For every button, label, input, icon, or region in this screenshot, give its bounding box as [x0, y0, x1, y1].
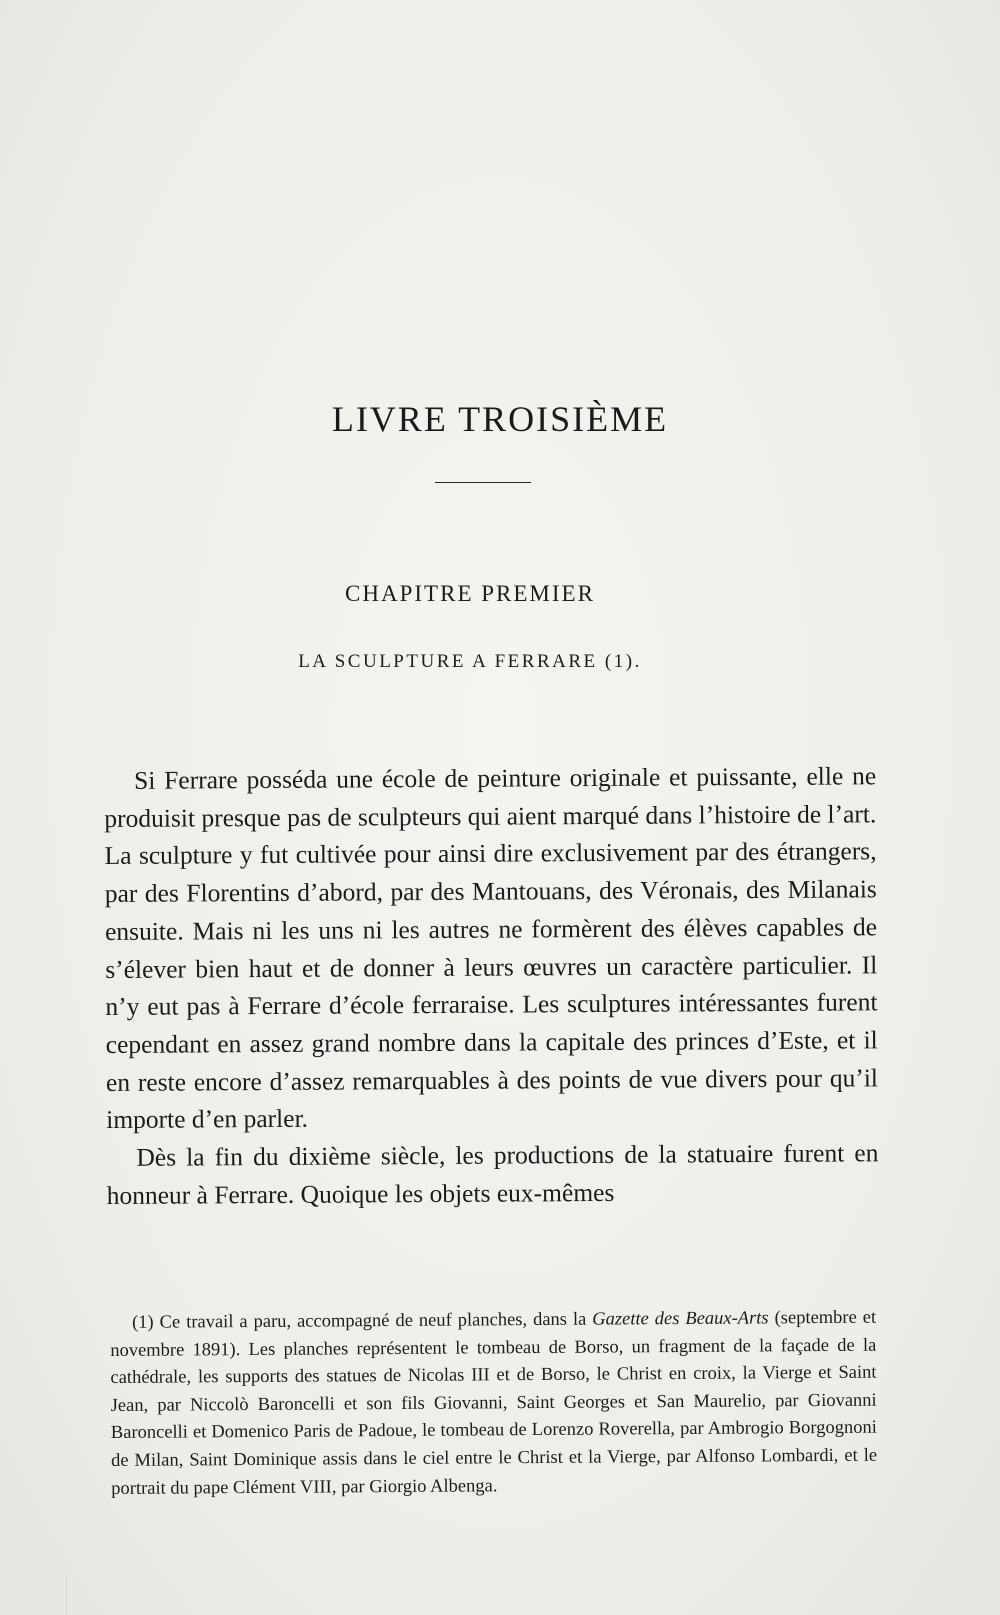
section-title: LA SCULPTURE A FERRARE (1). [298, 651, 642, 672]
footnote [110, 1305, 877, 1503]
book-title: LIVRE TROISIÈME [331, 399, 669, 439]
title-divider [435, 482, 531, 483]
binding-shadow [66, 1575, 67, 1615]
chapter-title: CHAPITRE PREMIER [345, 581, 595, 606]
paragraph: Si Ferrare posséda une école de peinture originale et puissante, elle ne produisit presque pas de sculpteurs qui aient marqué dans l’histoire de l’art. La sculpture y fut cultivée pour ainsi dire exclusivement par des étrangers, par des Florentins d’abord, par des Mantouans, des Véronais, des Milanais ensuite. Mais ni les uns ni les autres ne formèrent des élèves capables de s’élever bien haut et de donner à leurs œuvres un caractère particulier. Il n’y eut pas à Ferrare d’école ferraraise. Les sculptures intéressantes furent cependant en assez grand nombre dans la capitale des princes d’Este, et il en reste encore d’assez remarquables à des points de vue divers pour qu’il importe d’en parler. [104, 761, 879, 1135]
footnote-publication: Gazette des Beaux-Arts [592, 1308, 769, 1330]
paragraph: Dès la fin du dixième siècle, les productions de la statuaire furent en honneur à Ferrare. Quoique les objets eux-mêmes [106, 1138, 879, 1210]
footnote-text-before: Ce travail a paru, accompagné de neuf planches, dans la [159, 1309, 587, 1333]
footnote-paragraph [110, 1305, 877, 1503]
body-text [104, 757, 879, 1214]
footnote-text-after: (septembre et novembre 1891). Les planches représentent le tombeau de Borso, un fragment de la façade de la cathédrale, les supports des statues de Nicolas III et de Borso, le Christ en croix, la Vierge et Saint Jean, par Niccolò Baroncelli et son fils Giovanni, Saint Georges et San Maurelio, par Giovanni Baroncelli et Domenico Paris de Padoue, le tombeau de Lorenzo Roverella, par Ambrogio Borgognoni de Milan, Saint Dominique assis dans le ciel entre le Christ et la Vierge, par Alfonso Lombardi, et le portrait du pape Clément VIII, par Giorgio Albenga. [110, 1307, 878, 1499]
footnote-marker: (1) [132, 1312, 154, 1333]
